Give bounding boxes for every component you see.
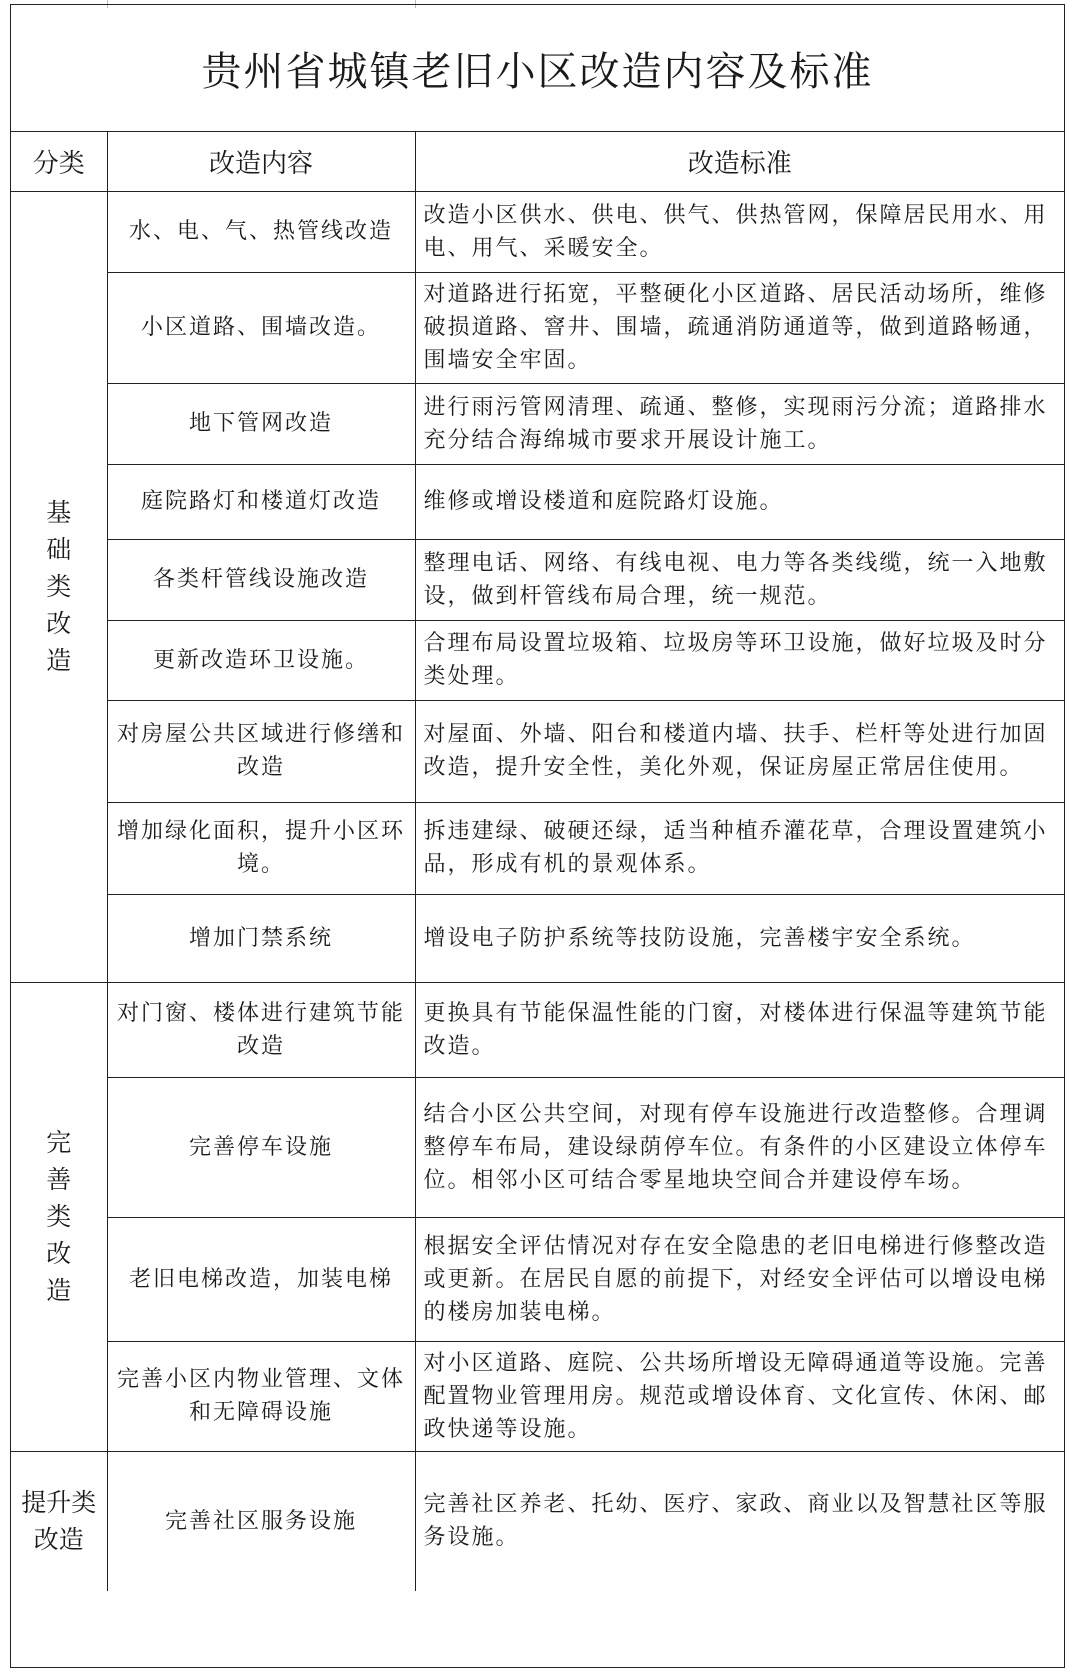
standard-cell: 根据安全评估情况对存在安全隐患的老旧电梯进行修整改造或更新。在居民自愿的前提下，对经安全评估可以增设电梯的楼房加装电梯。 [415,1217,1064,1341]
category-label: 提升类改造 [21,1488,97,1555]
content-cell: 增加门禁系统 [107,894,415,982]
standard-cell: 对屋面、外墙、阳台和楼道内墙、扶手、栏杆等处进行加固改造，提升安全性，美化外观，保证房屋正常居住使用。 [415,700,1064,802]
table-row [11,982,1064,1077]
content-cell: 完善小区内物业管理、文体和无障碍设施 [107,1341,415,1451]
content-cell: 各类杆管线设施改造 [107,539,415,620]
table-row [11,539,1064,620]
table-row [11,464,1064,539]
content-cell: 增加绿化面积，提升小区环境。 [107,802,415,894]
content-cell: 更新改造环卫设施。 [107,620,415,700]
table-row [11,383,1064,464]
content-cell: 庭院路灯和楼道灯改造 [107,464,415,539]
content-cell: 对门窗、楼体进行建筑节能改造 [107,982,415,1077]
table-row [11,894,1064,982]
category-label: 完善类改造 [46,1128,72,1305]
table-row [11,1451,1064,1591]
table-row [11,700,1064,802]
content-cell: 地下管网改造 [107,383,415,464]
table-row [11,191,1064,272]
standard-cell: 整理电话、网络、有线电视、电力等各类线缆，统一入地敷设，做到杆管线布局合理，统一规范。 [415,539,1064,620]
standard-cell: 维修或增设楼道和庭院路灯设施。 [415,464,1064,539]
header-content: 改造内容 [107,132,415,191]
table-row [11,802,1064,894]
content-cell: 水、电、气、热管线改造 [107,191,415,272]
content-cell: 小区道路、围墙改造。 [107,272,415,383]
content-cell: 老旧电梯改造，加装电梯 [107,1217,415,1341]
table-row [11,1217,1064,1341]
standard-cell: 改造小区供水、供电、供气、供热管网，保障居民用水、用电、用气、采暖安全。 [415,191,1064,272]
table-row [11,1341,1064,1451]
standard-cell: 合理布局设置垃圾箱、垃圾房等环卫设施，做好垃圾及时分类处理。 [415,620,1064,700]
table-header-row [11,132,1064,191]
standard-cell: 拆违建绿、破硬还绿，适当种植乔灌花草，合理设置建筑小品，形成有机的景观体系。 [415,802,1064,894]
standard-cell: 对道路进行拓宽，平整硬化小区道路、居民活动场所，维修破损道路、窨井、围墙，疏通消防通道等，做到道路畅通，围墙安全牢固。 [415,272,1064,383]
standard-cell: 更换具有节能保温性能的门窗，对楼体进行保温等建筑节能改造。 [415,982,1064,1077]
table-row [11,272,1064,383]
header-category: 分类 [11,132,107,191]
standard-cell: 增设电子防护系统等技防设施，完善楼宇安全系统。 [415,894,1064,982]
category-cell [11,191,107,982]
content-cell: 对房屋公共区域进行修缮和改造 [107,700,415,802]
category-cell [11,1451,107,1591]
category-cell [11,982,107,1451]
standard-cell: 进行雨污管网清理、疏通、整修，实现雨污分流；道路排水充分结合海绵城市要求开展设计施工。 [415,383,1064,464]
document-title: 贵州省城镇老旧小区改造内容及标准 [11,5,1064,132]
standard-cell: 对小区道路、庭院、公共场所增设无障碍通道等设施。完善配置物业管理用房。规范或增设体育、文化宣传、休闲、邮政快递等设施。 [415,1341,1064,1451]
table-row [11,1077,1064,1217]
standards-table [11,132,1064,1591]
standard-cell: 完善社区养老、托幼、医疗、家政、商业以及智慧社区等服务设施。 [415,1451,1064,1591]
header-standard: 改造标准 [415,132,1064,191]
table-row [11,620,1064,700]
standard-cell: 结合小区公共空间，对现有停车设施进行改造整修。合理调整停车布局，建设绿荫停车位。有条件的小区建设立体停车位。相邻小区可结合零星地块空间合并建设停车场。 [415,1077,1064,1217]
content-cell: 完善社区服务设施 [107,1451,415,1591]
standards-sheet [10,4,1065,1668]
category-label: 基础类改造 [46,498,72,675]
content-cell: 完善停车设施 [107,1077,415,1217]
